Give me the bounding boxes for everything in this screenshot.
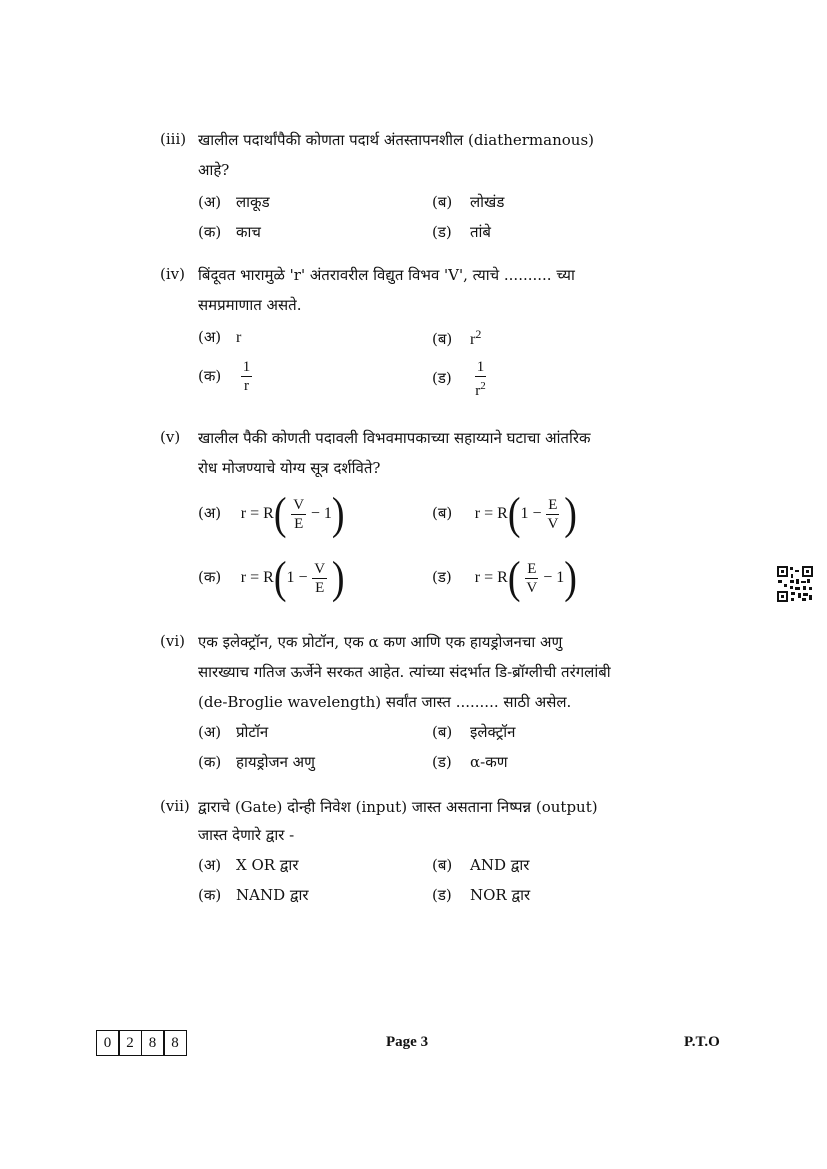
option-a: (अ) प्रोटॉन xyxy=(198,723,269,741)
option-a: (अ) r xyxy=(198,328,242,346)
code-digit: 8 xyxy=(163,1030,187,1056)
option-d: (ड) r = R( $\frac{E}{V}$ − 1) xyxy=(432,552,577,604)
option-d: (ड) α-कण xyxy=(432,753,508,771)
question-text: सारख्याच गतिज ऊर्जेने सरकत आहेत. त्यांच्या संदर्भात डि-ब्रॉग्लीची तरंगलांबी xyxy=(198,663,611,681)
fraction: $\frac{E}{V}$ xyxy=(547,496,559,532)
question-text: खालील पदार्थांपैकी कोणता पदार्थ अंतस्तापनशील (diathermanous) xyxy=(198,131,595,149)
paper-code xyxy=(97,1030,187,1056)
question-number: (iii) xyxy=(160,130,187,148)
fraction: $\frac{V}{E}$ xyxy=(293,496,305,532)
question-text: जास्त देणारे द्वार - xyxy=(198,826,295,844)
question-number: (vi) xyxy=(160,632,185,650)
code-digit: 8 xyxy=(141,1030,165,1056)
pto-label: P.T.O xyxy=(684,1034,720,1050)
option-b: (ब) $r^2$ xyxy=(432,327,482,348)
option-d: (ड) $\frac{1}{r^2}$ xyxy=(432,359,486,399)
question-text: (de-Broglie wavelength) सर्वांत जास्त ......... साठी असेल. xyxy=(198,693,572,711)
question-number: (v) xyxy=(160,428,181,446)
question-text: रोध मोजण्याचे योग्य सूत्र दर्शविते? xyxy=(198,459,381,477)
option-b: (ब) r = R(1 − $\frac{E}{V}$ ) xyxy=(432,488,577,540)
question-text: आहे? xyxy=(198,161,230,179)
question-text: द्वाराचे (Gate) दोन्ही निवेश (input) जास्त असताना निष्पन्न (output) xyxy=(198,798,598,816)
fraction: $\frac{E}{V}$ xyxy=(526,560,538,596)
option-b: (ब) AND द्वार xyxy=(432,856,530,874)
fraction: $\frac{1}{r^2}$ xyxy=(475,359,486,399)
question-text: बिंदूवत भारामुळे 'r' अंतरावरील विद्युत विभव 'V', त्याचे .......... च्या xyxy=(198,266,575,284)
option-c: (क) NAND द्वार xyxy=(198,886,309,904)
question-text: एक इलेक्ट्रॉन, एक प्रोटॉन, एक α कण आणि एक हायड्रोजनचा अणु xyxy=(198,633,563,651)
option-c: (क) हायड्रोजन अणु xyxy=(198,753,315,771)
option-d: (ड) तांबे xyxy=(432,223,492,241)
option-c: (क) r = R(1 − $\frac{V}{E}$ ) xyxy=(198,552,345,604)
code-digit: 0 xyxy=(96,1030,120,1056)
option-b: (ब) इलेक्ट्रॉन xyxy=(432,723,516,741)
option-a: (अ) लाकूड xyxy=(198,193,270,211)
fraction: $\frac{1}{r}$ xyxy=(242,359,251,394)
question-text: समप्रमाणात असते. xyxy=(198,296,302,314)
qr-code-icon xyxy=(776,565,814,603)
option-a: (अ) r = R( $\frac{V}{E}$ − 1) xyxy=(198,488,345,540)
option-d: (ड) NOR द्वार xyxy=(432,886,531,904)
option-a: (अ) X OR द्वार xyxy=(198,856,299,874)
option-b: (ब) लोखंड xyxy=(432,193,505,211)
fraction: $\frac{V}{E}$ xyxy=(314,560,326,596)
page-number: Page 3 xyxy=(386,1034,429,1050)
question-number: (vii) xyxy=(160,797,190,815)
option-c: (क) $\frac{1}{r}$ xyxy=(198,359,251,394)
code-digit: 2 xyxy=(118,1030,142,1056)
question-number: (iv) xyxy=(160,265,185,283)
question-text: खालील पैकी कोणती पदावली विभवमापकाच्या सहाय्याने घटाचा आंतरिक xyxy=(198,429,591,447)
option-c: (क) काच xyxy=(198,223,261,241)
